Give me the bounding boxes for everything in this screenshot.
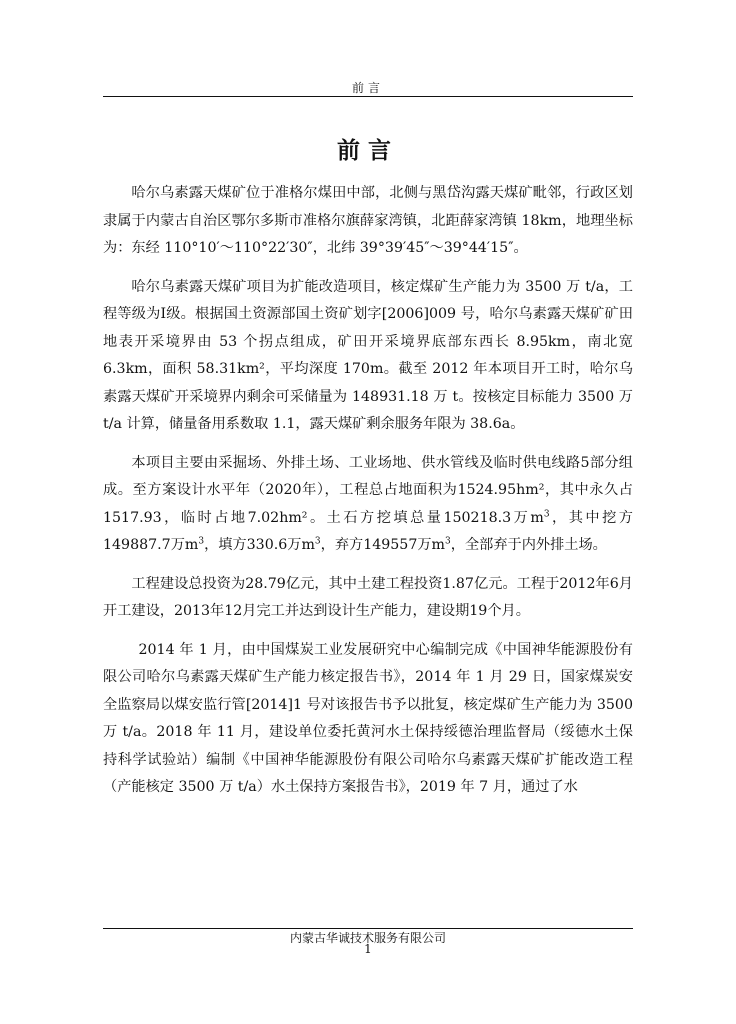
- page-title: 前言: [337, 137, 399, 164]
- page-number: 1: [364, 942, 372, 956]
- body-text: [103, 180, 633, 813]
- paragraph-composition: [103, 450, 633, 560]
- paragraph-investment: 工程建设总投资为28.79亿元，其中土建工程投资1.87亿元。工程于2012年6月开工建设，2013年12月完工并达到设计生产能力，建设期19个月。: [103, 575, 633, 619]
- paragraph-capacity: 哈尔乌素露天煤矿项目为扩能改造项目，核定煤矿生产能力为 3500 万 t/a，工程等级为Ⅰ级。根据国土资源部国土资矿划字[2006]009 号，哈尔乌素露天煤矿矿田地表开采境界由 53 个拐点组成，矿田开采境界底部东西长 8.95km，南北宽 6.3km，面积 58.31km²，平均深度 170m。截至 2012 年本项目开工时，哈尔乌素露天煤矿开采境界内剩余可采储量为 148931.18 万 t。按核定目标能力 3500 万 t/a 计算，储量备用系数取 1.1，露天煤矿剩余服务年限为 38.6a。: [103, 278, 633, 432]
- superscript-3: 3: [445, 536, 451, 547]
- superscript-3: 3: [198, 536, 205, 547]
- composition-text-3: ，填方330.6万m: [204, 537, 315, 553]
- paragraph-location: 哈尔乌素露天煤矿位于准格尔煤田中部，北侧与黑岱沟露天煤矿毗邻，行政区划隶属于内蒙古自治区鄂尔多斯市准格尔旗薛家湾镇，北距薛家湾镇 18km，地理坐标为：东经 110°10′～110°22′30″，北纬 39°39′45″～39°44′15″。: [103, 185, 633, 256]
- composition-text-2: ，其中挖方149887.7万m: [103, 509, 633, 553]
- superscript-3: 3: [314, 536, 321, 547]
- composition-text-5: ，全部弃于内外排土场。: [450, 537, 607, 553]
- superscript-3: 3: [543, 508, 550, 519]
- header-rule: [103, 96, 633, 97]
- running-header: 前言: [351, 81, 384, 95]
- paragraph-history: 2014 年 1 月，由中国煤炭工业发展研究中心编制完成《中国神华能源股份有限公司哈尔乌素露天煤矿生产能力核定报告书》，2014 年 1 月 29 日，国家煤炭安全监察局以煤安监行管[2014]1 号对该报告书予以批复，核定煤矿生产能力为 3500 万 t/a。2018 年 11 月，建设单位委托黄河水土保持绥德治理监督局（绥德水土保持科学试验站）编制《中国神华能源股份有限公司哈尔乌素露天煤矿扩能改造工程（产能核定 3500 万 t/a）水土保持方案报告书》，2019 年 7 月，通过了水: [103, 641, 633, 795]
- footer-company: 内蒙古华诚技术服务有限公司: [289, 931, 446, 945]
- composition-text-4: ，弃方149557万m: [320, 537, 446, 553]
- composition-text-1: 本项目主要由采掘场、外排土场、工业场地、供水管线及临时供电线路5部分组成。至方案设计水平年（2020年），工程总占地面积为1524.95hm²，其中永久占1517.93，临时占地7.02hm²。土石方挖填总量150218.3万m: [103, 454, 633, 526]
